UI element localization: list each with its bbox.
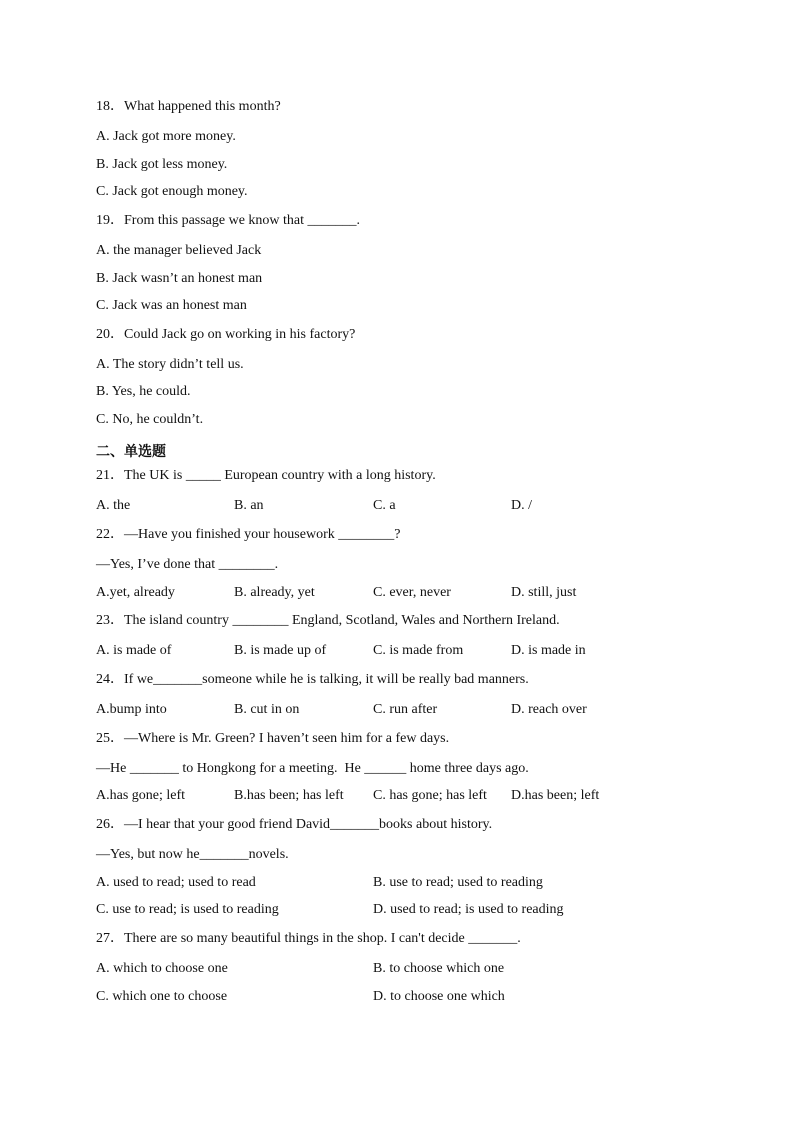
q18-option-b: B. Jack got less money. bbox=[96, 157, 228, 172]
q21-option-a: A. the bbox=[96, 498, 131, 513]
q24-option-c: C. run after bbox=[373, 702, 438, 717]
q27-option-b: B. to choose which one bbox=[373, 961, 505, 976]
q23-option-a: A. is made of bbox=[96, 643, 172, 658]
question-19-stem: 19．From this passage we know that _______. bbox=[96, 213, 361, 228]
q26-option-d: D. used to read; is used to reading bbox=[373, 902, 564, 917]
q20-option-c: C. No, he couldn’t. bbox=[96, 412, 204, 427]
question-25-response: —He _______ to Hongkong for a meeting. He ______ home three days ago. bbox=[96, 761, 529, 776]
q21-option-d: D. / bbox=[511, 498, 532, 513]
question-26-response: —Yes, but now he_______novels. bbox=[96, 847, 289, 862]
q19-option-b: B. Jack wasn’t an honest man bbox=[96, 271, 263, 286]
question-21-stem: 21．The UK is _____ European country with a long history. bbox=[96, 468, 436, 483]
q25-option-b: B.has been; has left bbox=[234, 788, 344, 803]
q18-option-c: C. Jack got enough money. bbox=[96, 184, 248, 199]
q20-option-b: B. Yes, he could. bbox=[96, 384, 191, 399]
q26-option-c: C. use to read; is used to reading bbox=[96, 902, 279, 917]
q24-option-d: D. reach over bbox=[511, 702, 587, 717]
question-27-stem: 27．There are so many beautiful things in the shop. I can't decide _______. bbox=[96, 931, 521, 946]
q22-option-c: C. ever, never bbox=[373, 585, 451, 600]
question-22-stem: 22．—Have you finished your housework ________? bbox=[96, 527, 401, 542]
question-22-response: —Yes, I’ve done that ________. bbox=[96, 557, 279, 572]
q22-option-b: B. already, yet bbox=[234, 585, 315, 600]
question-24-stem: 24．If we_______someone while he is talking, it will be really bad manners. bbox=[96, 672, 529, 687]
q18-option-a: A. Jack got more money. bbox=[96, 129, 236, 144]
q20-option-a: A. The story didn’t tell us. bbox=[96, 357, 244, 372]
q25-option-c: C. has gone; has left bbox=[373, 788, 487, 803]
question-20-stem: 20．Could Jack go on working in his factory? bbox=[96, 327, 356, 342]
q23-option-b: B. is made up of bbox=[234, 643, 327, 658]
q21-option-b: B. an bbox=[234, 498, 264, 513]
question-23-stem: 23．The island country ________ England, Scotland, Wales and Northern Ireland. bbox=[96, 613, 560, 628]
q24-option-b: B. cut in on bbox=[234, 702, 300, 717]
q26-option-a: A. used to read; used to read bbox=[96, 875, 256, 890]
q23-option-c: C. is made from bbox=[373, 643, 464, 658]
q19-option-a: A. the manager believed Jack bbox=[96, 243, 262, 258]
question-18-stem: 18．What happened this month? bbox=[96, 99, 281, 114]
question-25-stem: 25．—Where is Mr. Green? I haven’t seen him for a few days. bbox=[96, 731, 450, 746]
q24-option-a: A.bump into bbox=[96, 702, 167, 717]
q23-option-d: D. is made in bbox=[511, 643, 586, 658]
q19-option-c: C. Jack was an honest man bbox=[96, 298, 247, 313]
q26-option-b: B. use to read; used to reading bbox=[373, 875, 543, 890]
q27-option-d: D. to choose one which bbox=[373, 989, 505, 1004]
q27-option-c: C. which one to choose bbox=[96, 989, 228, 1004]
q25-option-d: D.has been; left bbox=[511, 788, 600, 803]
section-heading: 二、单选题 bbox=[96, 444, 166, 460]
q25-option-a: A.has gone; left bbox=[96, 788, 186, 803]
q22-option-d: D. still, just bbox=[511, 585, 577, 600]
question-26-stem: 26．—I hear that your good friend David_______books about history. bbox=[96, 817, 493, 832]
q27-option-a: A. which to choose one bbox=[96, 961, 228, 976]
q21-option-c: C. a bbox=[373, 498, 396, 513]
q22-option-a: A.yet, already bbox=[96, 585, 175, 600]
